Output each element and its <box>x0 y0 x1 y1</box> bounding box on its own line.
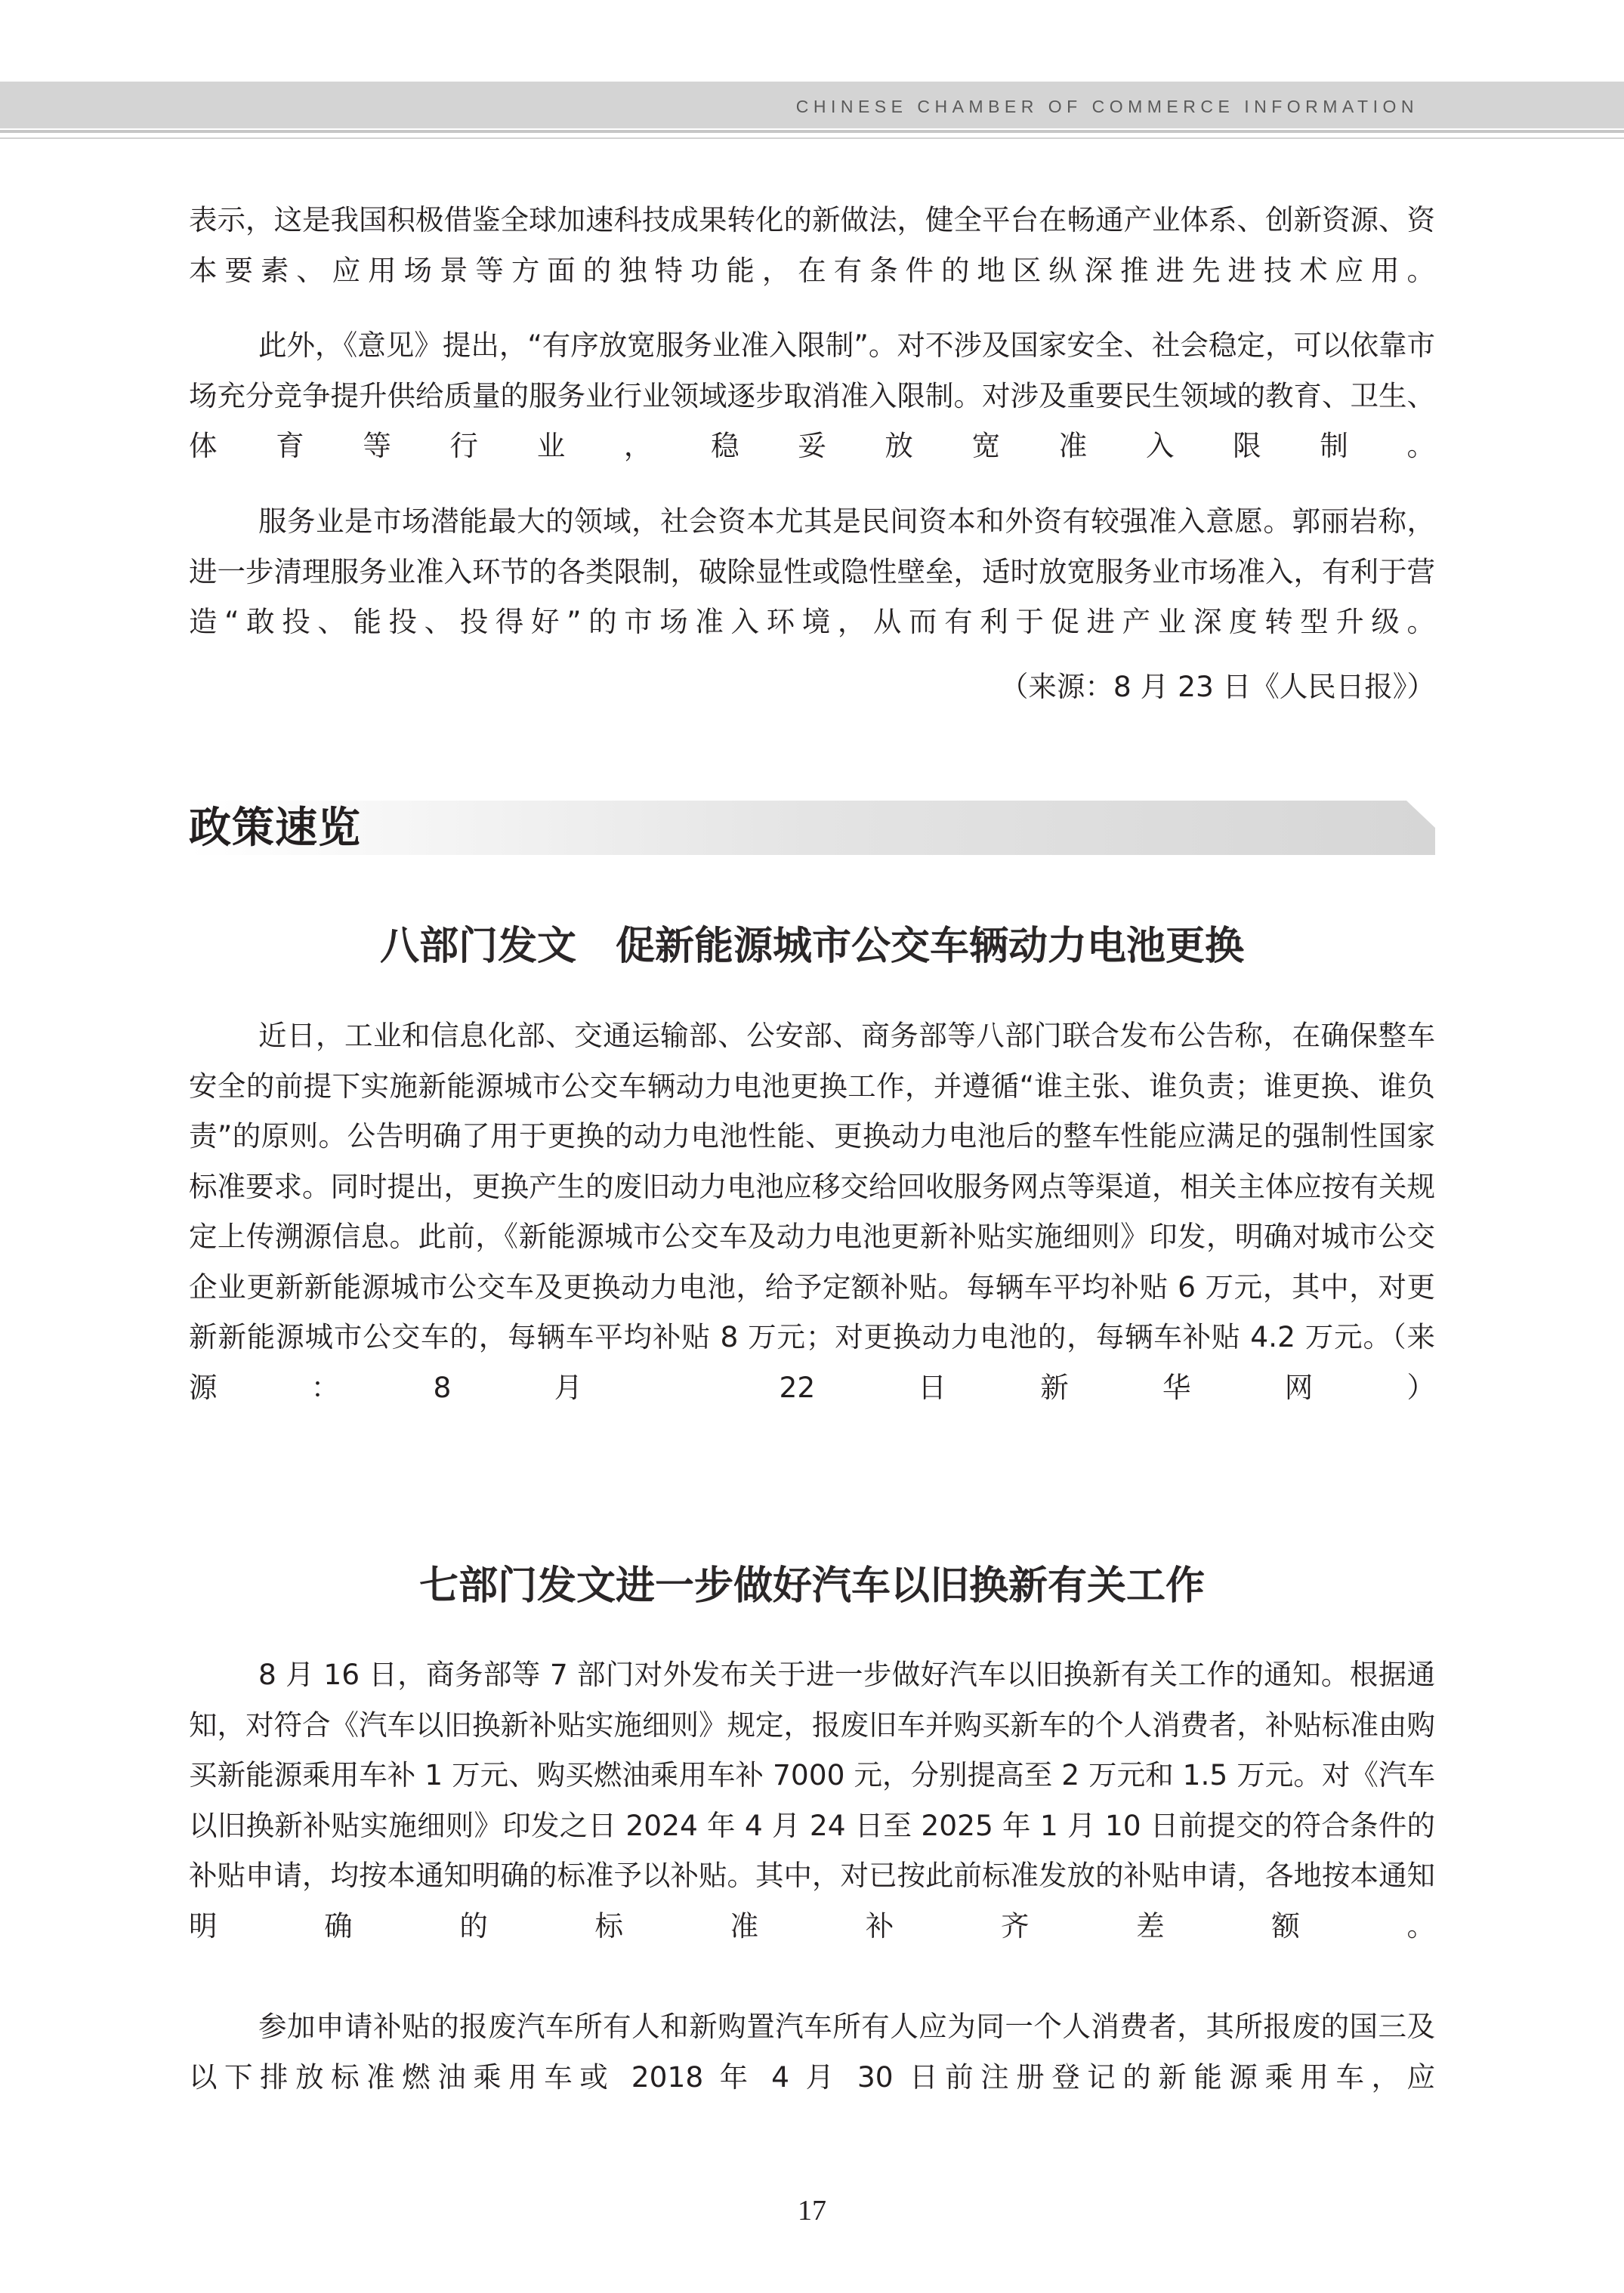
header-rule-thin <box>0 137 1624 139</box>
section-title: 政策速览 <box>189 803 361 853</box>
page-number: 17 <box>798 2195 826 2227</box>
section-banner-bg <box>189 801 1435 855</box>
intro-paragraph-3: 服务业是市场潜能最大的领域，社会资本尤其是民间资本和外资有较强准入意愿。郭丽岩称，进一步清理服务业准入环节的各类限制，破除显性或隐性壁垒，适时放宽服务业市场准入，有利于营造“敢投、能投、投得好”的市场准入环境，从而有利于促进产业深度转型升级。 <box>189 505 1435 638</box>
section-banner <box>189 801 1435 855</box>
article2-paragraph-2: 参加申请补贴的报废汽车所有人和新购置汽车所有人应为同一个人消费者，其所报废的国三及以下排放标准燃油乘用车或 2018 年 4 月 30 日前注册登记的新能源乘用车，应 <box>189 2010 1435 2094</box>
intro-source: （来源：8 月 23 日《人民日报》） <box>999 670 1435 703</box>
intro-paragraph-2: 此外，《意见》提出，“有序放宽服务业准入限制”。对不涉及国家安全、社会稳定，可以依靠市场充分竞争提升供给质量的服务业行业领域逐步取消准入限制。对涉及重要民生领域的教育、卫生、体育等行业，稳妥放宽准入限制。 <box>189 329 1435 462</box>
article1-title: 八部门发文 促新能源城市公交车辆动力电池更换 <box>379 924 1244 969</box>
article2-title: 七部门发文进一步做好汽车以旧换新有关工作 <box>418 1563 1205 1609</box>
running-title: CHINESE CHAMBER OF COMMERCE INFORMATION <box>795 97 1419 116</box>
article2-paragraph-1: 8 月 16 日，商务部等 7 部门对外发布关于进一步做好汽车以旧换新有关工作的通知。根据通知，对符合《汽车以旧换新补贴实施细则》规定，报废旧车并购买新车的个人消费者，补贴标准由购买新能源乘用车补 1 万元、购买燃油乘用车补 7000 元，分别提高至 2 万元和 1.5 万元。对《汽车以旧换新补贴实施细则》印发之日 2024 年 4 月 24 日至 2025 年 1 月 10 日前提交的符合条件的补贴申请，均按本通知明确的标准予以补贴。其中，对已按此前标准发放的补贴申请，各地按本通知明确的标准补齐差额。 <box>189 1658 1435 1943</box>
intro-paragraph-1: 表示，这是我国积极借鉴全球加速科技成果转化的新做法，健全平台在畅通产业体系、创新资源、资本要素、应用场景等方面的独特功能，在有条件的地区纵深推进先进技术应用。 <box>189 203 1435 287</box>
article1-paragraph: 近日，工业和信息化部、交通运输部、公安部、商务部等八部门联合发布公告称，在确保整车安全的前提下实施新能源城市公交车辆动力电池更换工作，并遵循“谁主张、谁负责；谁更换、谁负责”的原则。公告明确了用于更换的动力电池性能、更换动力电池后的整车性能应满足的强制性国家标准要求。同时提出，更换产生的废旧动力电池应移交给回收服务网点等渠道，相关主体应按有关规定上传溯源信息。此前，《新能源城市公交车及动力电池更新补贴实施细则》印发，明确对城市公交企业更新新能源城市公交车及更换动力电池，给予定额补贴。每辆车平均补贴 6 万元，其中，对更新新能源城市公交车的，每辆车平均补贴 8 万元；对更换动力电池的，每辆车补贴 4.2 万元。（来源：8 月 22 日新华网） <box>189 1019 1435 1404</box>
header-rule <box>0 130 1624 133</box>
